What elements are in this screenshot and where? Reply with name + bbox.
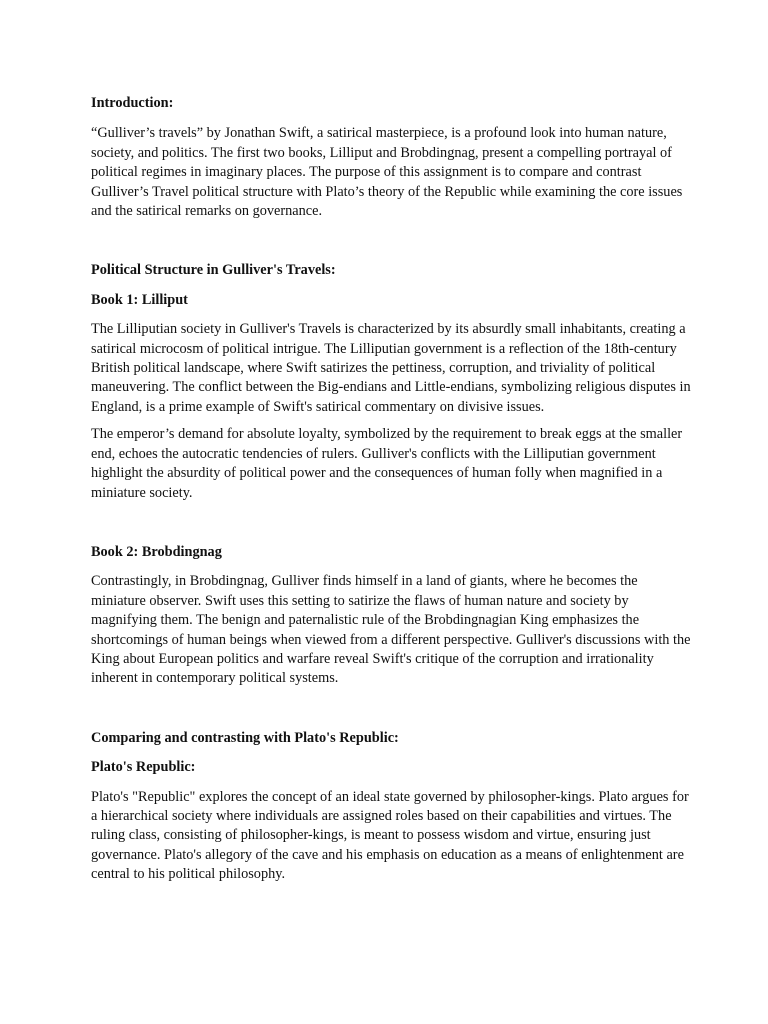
comparison-heading: Comparing and contrasting with Plato's Republic: [91,729,399,746]
introduction-paragraph: “Gulliver’s travels” by Jonathan Swift, a satirical masterpiece, is a profound look into human nature, society, and politics. The first two books, Lilliput and Brobdingnag, present a compelling portrayal of political regimes in imaginary places. The purpose of this assignment is to compare and contrast Gulliver’s Travel political structure with Plato’s theory of the Republic while examining the core issues and the satirical remarks on governance. [91,125,683,220]
book2-heading: Book 2: Brobdingnag [91,543,222,560]
book1-heading: Book 1: Lilliput [91,291,188,308]
introduction-heading: Introduction: [91,95,174,111]
document-body [91,94,691,885]
political-structure-heading: Political Structure in Gulliver's Travels: [91,262,336,279]
republic-paragraph-1: Plato's "Republic" explores the concept of an ideal state governed by philosopher-kings. Plato argues for a hierarchical society where individuals are assigned roles based on their capabilities and virtues. The ruling class, consisting of philosopher-kings, is meant to possess wisdom and virtue, ensuring just governance. Plato's allegory of the cave and his emphasis on education as a means of enlightenment are central to his political philosophy. [91,788,689,883]
book1-paragraph-2: The emperor’s demand for absolute loyalty, symbolized by the requirement to break eggs at the smaller end, echoes the autocratic tendencies of rulers. Gulliver's conflicts with the Lilliputian government highlight the absurdity of political power and the consequences of human folly when magnified in a miniature society. [91,426,683,501]
book1-paragraph-1: The Lilliputian society in Gulliver's Travels is characterized by its absurdly small inhabitants, creating a satirical microcosm of political intrigue. The Lilliputian government is a reflection of the 18th-century British political landscape, where Swift satirizes the pettiness, corruption, and triviality of political maneuvering. The conflict between the Big-endians and Little-endians, symbolizing religious disputes in England, is a prime example of Swift's satirical commentary on divisive issues. [91,321,691,415]
book2-paragraph-1: Contrastingly, in Brobdingnag, Gulliver finds himself in a land of giants, where he becomes the miniature observer. Swift uses this setting to satirize the flaws of human nature and society by magnifying them. The benign and paternalistic rule of the Brobdingnagian King emphasizes the shortcomings of human beings when viewed from a different perspective. Gulliver's discussions with the King about European politics and warfare reveal Swift's critique of the corruption and irrationality inherent in contemporary political systems. [91,573,691,687]
republic-heading: Plato's Republic: [91,759,196,776]
